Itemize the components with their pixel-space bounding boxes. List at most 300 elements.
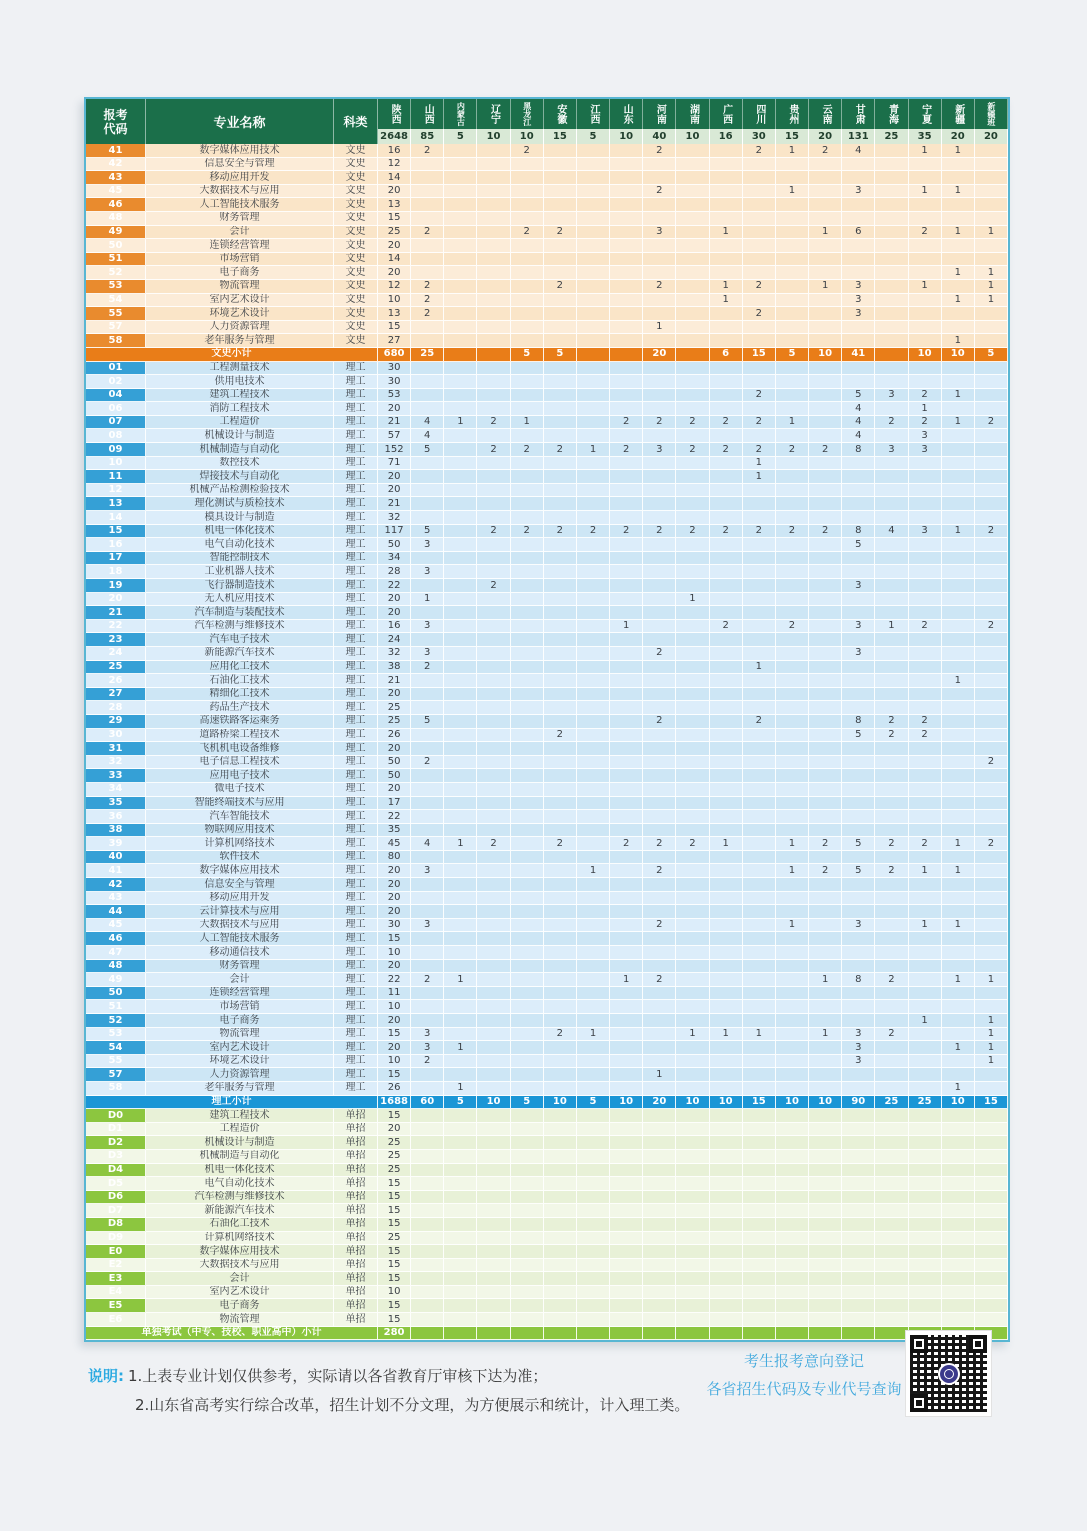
cell-value [942,552,975,566]
cell-value [643,905,676,919]
cell-category: 理工 [334,892,378,906]
cell-value [544,565,577,579]
cell-value [511,633,544,647]
cell-value [710,864,743,878]
cell-value: 3 [411,620,444,634]
cell-value [710,389,743,403]
cell-value [875,783,908,797]
cell-value [710,1136,743,1150]
cell-value [942,892,975,906]
cell-value [444,375,477,389]
cell-value [743,769,776,783]
cell-value [909,497,942,511]
cell-value [809,729,842,743]
cell-value [511,1286,544,1300]
cell-value [975,987,1008,1001]
cell-value [942,307,975,321]
cell-value [975,715,1008,729]
table-row [86,606,1008,620]
cell-value [411,633,444,647]
cell-value: 28 [378,565,411,579]
cell-value: 2 [610,416,643,430]
cell-value [643,769,676,783]
cell-value: 1 [975,280,1008,294]
cell-value: 20 [378,484,411,498]
cell-value [875,185,908,199]
cell-value [676,769,709,783]
cell-code: 15 [86,525,146,539]
cell-value [610,1123,643,1137]
cell-value [809,457,842,471]
cell-value: 15 [378,932,411,946]
cell-value: 34 [378,552,411,566]
cell-value: 1 [942,416,975,430]
cell-value: 71 [378,457,411,471]
cell-value: 3 [842,1028,875,1042]
table-row [86,497,1008,511]
cell-major-name: 会计 [146,973,334,987]
section-lg [86,362,1008,1110]
cell-value [643,1014,676,1028]
cell-value: 15 [743,348,776,362]
cell-value [975,810,1008,824]
cell-value [643,158,676,172]
cell-value [909,1136,942,1150]
cell-value [477,1191,510,1205]
cell-code: 45 [86,185,146,199]
province-total: 10 [610,129,643,144]
cell-value: 2 [710,525,743,539]
cell-value [477,633,510,647]
cell-value [909,769,942,783]
cell-value [511,212,544,226]
cell-value [511,1028,544,1042]
cell-value [511,973,544,987]
cell-value [411,729,444,743]
cell-value [411,1191,444,1205]
cell-value [511,511,544,525]
cell-value [577,307,610,321]
cell-value [909,307,942,321]
cell-code: 48 [86,212,146,226]
cell-value [710,674,743,688]
cell-value [975,932,1008,946]
cell-value [577,362,610,376]
cell-value [743,538,776,552]
cell-value [875,1218,908,1232]
cell-major-name: 机械制造与自动化 [146,443,334,457]
cell-value [875,810,908,824]
province-name-text: 广西 [720,104,732,124]
cell-value [909,1164,942,1178]
cell-category: 理工 [334,783,378,797]
cell-category: 理工 [334,851,378,865]
table-row [86,851,1008,865]
cell-value [511,742,544,756]
cell-code: 06 [86,402,146,416]
cell-value: 10 [676,1096,709,1110]
cell-value [511,198,544,212]
cell-value: 1 [643,321,676,335]
cell-value [411,1068,444,1082]
province-total: 30 [743,129,776,144]
cell-value [577,742,610,756]
cell-value [577,1191,610,1205]
cell-value [511,1055,544,1069]
cell-value [975,1232,1008,1246]
cell-value [444,1327,477,1341]
cell-value [942,1164,975,1178]
cell-major-name: 人工智能技术服务 [146,932,334,946]
cell-value [477,307,510,321]
cell-value: 3 [411,647,444,661]
cell-value [842,851,875,865]
header-code-line1: 报考 [103,107,128,122]
subtotal-row [86,1096,1008,1110]
cell-value [643,1000,676,1014]
cell-code: D1 [86,1123,146,1137]
cell-value [610,470,643,484]
cell-value [577,946,610,960]
cell-value [809,1272,842,1286]
cell-value [610,1150,643,1164]
cell-value [809,1109,842,1123]
table-row [86,1136,1008,1150]
cell-value: 1 [942,919,975,933]
cell-value [743,1313,776,1327]
cell-value [743,824,776,838]
cell-value: 16 [378,144,411,158]
table-row [86,1286,1008,1300]
cell-value [411,960,444,974]
cell-major-name: 市场营销 [146,253,334,267]
cell-value [511,1313,544,1327]
cell-value: 2 [909,729,942,743]
cell-value [577,198,610,212]
cell-value [842,946,875,960]
cell-value [444,1014,477,1028]
cell-value [842,321,875,335]
cell-value [643,620,676,634]
cell-value [842,1000,875,1014]
cell-category: 单招 [334,1150,378,1164]
cell-code: 50 [86,239,146,253]
cell-major-name: 供用电技术 [146,375,334,389]
subtotal-row [86,1327,1008,1341]
cell-value [477,266,510,280]
cell-value [676,538,709,552]
cell-major-name: 高速铁路客运乘务 [146,715,334,729]
cell-value [643,742,676,756]
cell-value [776,307,809,321]
cell-value: 1 [809,280,842,294]
cell-value [610,783,643,797]
cell-value [942,1299,975,1313]
cell-value [643,606,676,620]
link-code-query[interactable]: 各省招生代码及专业代号查询 [706,1380,902,1398]
cell-value [909,1028,942,1042]
cell-value: 32 [378,511,411,525]
cell-value [942,212,975,226]
cell-value [842,1150,875,1164]
cell-value [809,1232,842,1246]
cell-value [975,878,1008,892]
cell-value [577,1218,610,1232]
cell-value: 5 [544,348,577,362]
cell-value [477,1136,510,1150]
cell-value: 1 [776,864,809,878]
cell-value [676,1313,709,1327]
cell-code: 31 [86,742,146,756]
cell-value [643,878,676,892]
cell-value [676,1327,709,1341]
cell-value: 3 [411,1028,444,1042]
cell-value [776,783,809,797]
table-row [86,429,1008,443]
cell-value [511,892,544,906]
cell-value: 26 [378,729,411,743]
cell-category: 理工 [334,511,378,525]
cell-value [975,457,1008,471]
cell-value [676,334,709,348]
cell-category: 单招 [334,1286,378,1300]
cell-value [477,919,510,933]
cell-value [842,810,875,824]
cell-code: 21 [86,606,146,620]
cell-value [411,946,444,960]
cell-value [710,960,743,974]
cell-value [942,797,975,811]
cell-value [942,1028,975,1042]
province-name [776,99,809,129]
section-dz [86,1109,1008,1340]
cell-value [875,688,908,702]
cell-code: 13 [86,497,146,511]
cell-value [477,946,510,960]
cell-major-name: 财务管理 [146,960,334,974]
cell-major-name: 电气自动化技术 [146,538,334,552]
cell-value: 2 [477,416,510,430]
cell-value [842,769,875,783]
cell-value: 2 [909,416,942,430]
cell-value [544,973,577,987]
cell-value [676,1204,709,1218]
cell-value [544,402,577,416]
cell-value [875,661,908,675]
cell-value [577,1327,610,1341]
cell-value [643,661,676,675]
cell-value [477,715,510,729]
cell-value [444,742,477,756]
cell-value [444,688,477,702]
cell-value: 8 [842,973,875,987]
cell-code: D2 [86,1136,146,1150]
cell-value [411,1218,444,1232]
cell-value [842,1259,875,1273]
cell-value: 2 [743,443,776,457]
cell-value: 2 [643,416,676,430]
cell-value [776,239,809,253]
cell-value: 15 [378,1191,411,1205]
cell-category: 理工 [334,633,378,647]
cell-value: 10 [378,294,411,308]
cell-value [610,375,643,389]
cell-value [610,511,643,525]
cell-category: 理工 [334,878,378,892]
cell-value [710,647,743,661]
cell-value [975,253,1008,267]
cell-value [544,1014,577,1028]
cell-value: 280 [378,1327,411,1341]
cell-value [909,294,942,308]
cell-major-name: 微电子技术 [146,783,334,797]
cell-value [411,253,444,267]
cell-value [411,797,444,811]
cell-value [875,552,908,566]
table-row [86,1123,1008,1137]
cell-value [842,565,875,579]
cell-code: 40 [86,851,146,865]
cell-value: 2 [477,443,510,457]
cell-value [444,307,477,321]
cell-category: 理工 [334,769,378,783]
cell-value [743,1055,776,1069]
cell-value [544,960,577,974]
cell-value: 25 [378,715,411,729]
cell-major-name: 建筑工程技术 [146,389,334,403]
cell-value [942,987,975,1001]
cell-value [975,212,1008,226]
cell-value [676,661,709,675]
cell-major-name: 移动通信技术 [146,946,334,960]
cell-value [710,362,743,376]
cell-value [710,1164,743,1178]
cell-value [875,647,908,661]
cell-value [577,579,610,593]
cell-value [942,932,975,946]
cell-value: 1 [975,973,1008,987]
cell-value [975,1150,1008,1164]
cell-code: 53 [86,280,146,294]
cell-value [610,389,643,403]
cell-value [809,960,842,974]
cell-code: D9 [86,1232,146,1246]
cell-value [477,212,510,226]
cell-value [743,593,776,607]
cell-value: 20 [378,593,411,607]
cell-value [975,239,1008,253]
cell-value [809,987,842,1001]
cell-value [676,905,709,919]
cell-value [909,633,942,647]
cell-value [411,171,444,185]
subtotal-label: 文史小计 [86,348,378,362]
cell-value [875,1259,908,1273]
cell-value: 10 [378,1286,411,1300]
cell-category: 单招 [334,1313,378,1327]
cell-value: 3 [411,864,444,878]
cell-value [577,389,610,403]
cell-value [710,769,743,783]
cell-category: 理工 [334,932,378,946]
cell-value [776,606,809,620]
cell-value [875,633,908,647]
cell-value [577,973,610,987]
header-code [86,99,146,144]
cell-value [477,878,510,892]
cell-value [743,565,776,579]
cell-value: 15 [743,1096,776,1110]
cell-value [975,321,1008,335]
cell-value [809,185,842,199]
cell-value: 1 [710,226,743,240]
table-row [86,239,1008,253]
cell-value: 1 [942,266,975,280]
cell-value [676,987,709,1001]
cell-value: 38 [378,661,411,675]
cell-value [610,946,643,960]
cell-value [643,402,676,416]
cell-category: 文史 [334,280,378,294]
cell-value [909,878,942,892]
table-row [86,185,1008,199]
cell-value [809,824,842,838]
cell-value [577,1055,610,1069]
cell-value: 15 [378,1204,411,1218]
province-total: 16 [710,129,743,144]
cell-value [676,1286,709,1300]
province-total: 15 [544,129,577,144]
cell-value [643,810,676,824]
table-row [86,1068,1008,1082]
cell-value [776,470,809,484]
cell-value [477,647,510,661]
cell-value [444,783,477,797]
cell-value [610,1028,643,1042]
table-row [86,864,1008,878]
cell-value [809,620,842,634]
cell-value: 1 [942,389,975,403]
cell-value [477,185,510,199]
province-name [842,99,875,129]
cell-value [909,1082,942,1096]
cell-value [942,960,975,974]
cell-value [975,402,1008,416]
cell-value [710,552,743,566]
cell-value [942,1218,975,1232]
cell-value [610,960,643,974]
province-name-text: 黑龙江 [522,102,532,126]
cell-value [477,280,510,294]
cell-value [577,158,610,172]
cell-value [477,497,510,511]
cell-value [975,429,1008,443]
cell-value [411,810,444,824]
cell-value: 2 [809,443,842,457]
cell-value: 20 [378,239,411,253]
province-column [975,99,1008,144]
cell-value: 15 [378,1218,411,1232]
link-intention-register[interactable]: 考生报考意向登记 [743,1352,864,1370]
cell-value [411,198,444,212]
table-row [86,987,1008,1001]
cell-code: E4 [86,1286,146,1300]
cell-value [643,960,676,974]
cell-value [975,1259,1008,1273]
cell-value [477,756,510,770]
cell-value [909,362,942,376]
cell-value [875,892,908,906]
